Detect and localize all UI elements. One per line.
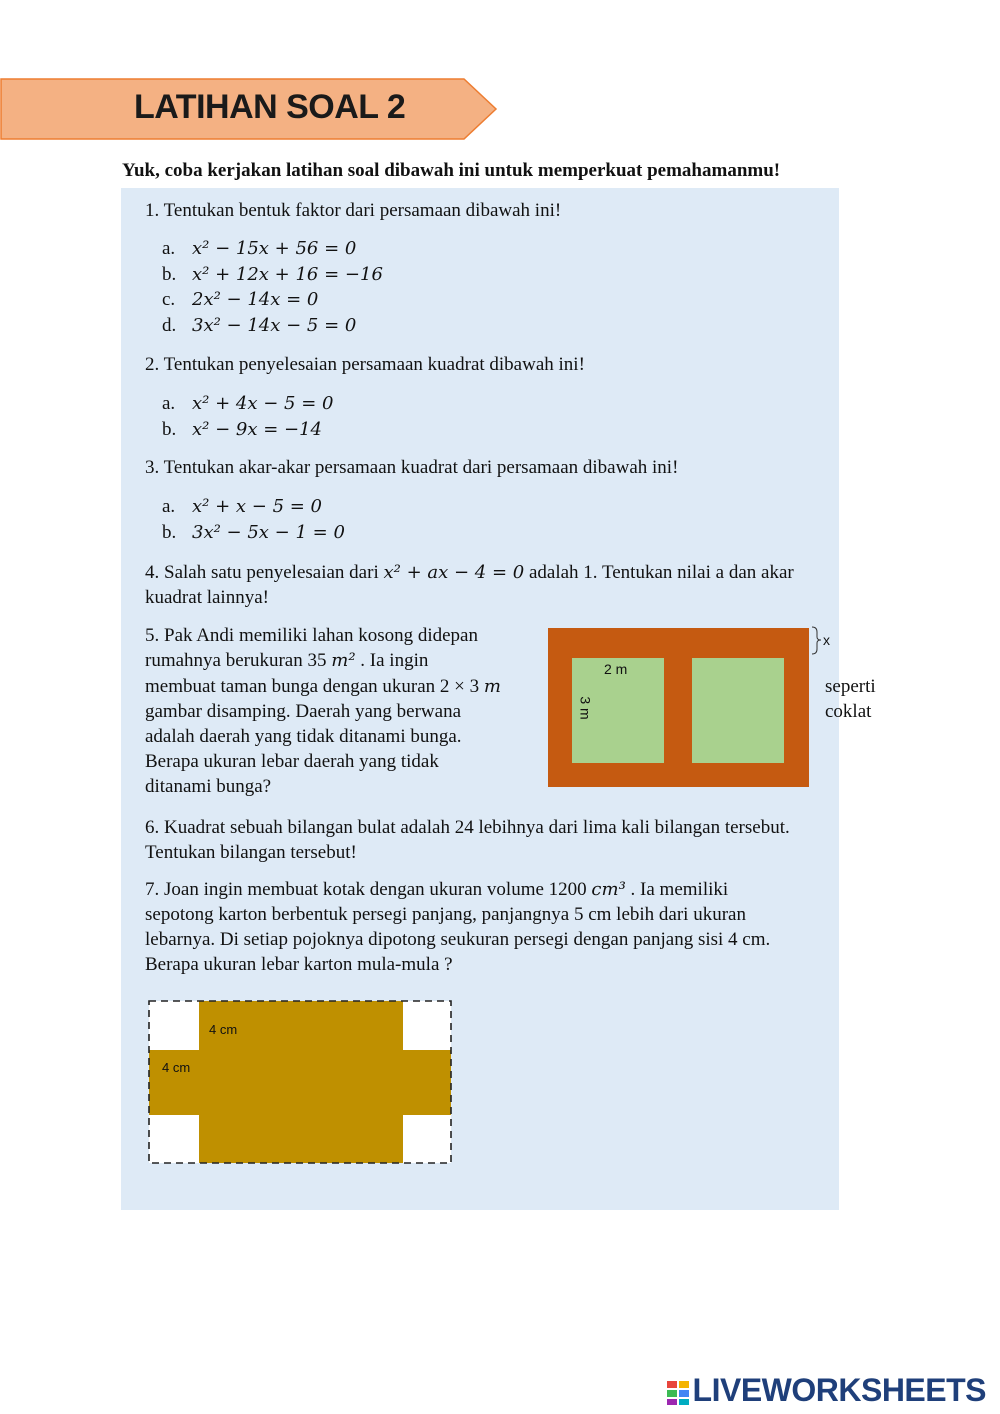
question-6: 6. Kuadrat sebuah bilangan bulat adalah 24 lebihnya dari lima kali bilangan tersebut.: [145, 817, 790, 838]
question-7-line: sepotong karton berbentuk persegi panjang, panjangnya 5 cm lebih dari ukuran: [145, 904, 746, 925]
border-width-label: x: [823, 632, 830, 648]
list-item: a. x² − 15x + 56 = 0: [162, 238, 357, 259]
question-3: 3. Tentukan akar-akar persamaan kuadrat dari persamaan dibawah ini!: [145, 457, 679, 478]
question-5-line: ditanami bunga?: [145, 776, 272, 797]
question-5-line: rumahnya berukuran 35 m² . Ia ingin: [145, 650, 429, 671]
question-6-line-2: Tentukan bilangan tersebut!: [145, 842, 357, 863]
question-4: 4. Salah satu penyelesaian dari x² + ax − 4 = 0 adalah 1. Tentukan nilai a dan akar: [145, 562, 794, 583]
question-1-items: [162, 236, 383, 338]
bed-height-label: 3 m: [577, 696, 594, 720]
question-5: 5. Pak Andi memiliki lahan kosong didepan: [145, 625, 478, 646]
question-4-line-2: kuadrat lainnya!: [145, 587, 269, 608]
bed-width-label: 2 m: [604, 661, 628, 677]
liveworksheets-logo: LIVEWORKSHEETS: [667, 1372, 986, 1409]
list-item: b. 3x² − 5x − 1 = 0: [162, 521, 345, 543]
question-2: 2. Tentukan penyelesaian persamaan kuadrat dibawah ini!: [145, 354, 585, 375]
question-2-items: [162, 391, 333, 442]
carton-figure: [148, 1000, 452, 1164]
cut-side-label: 4 cm: [162, 1060, 191, 1075]
question-5-line: gambar disamping. Daerah yang berwana: [145, 701, 462, 722]
question-7: 7. Joan ingin membuat kotak dengan ukuran volume 1200 cm³ . Ia memiliki: [145, 879, 729, 900]
carton-net-shape: [148, 1000, 452, 1164]
cut-top-label: 4 cm: [209, 1022, 238, 1037]
border-brace-icon: [810, 626, 824, 656]
question-3-items: [162, 494, 345, 545]
list-item: c. 2x² − 14x = 0: [162, 289, 319, 310]
garden-figure: [548, 628, 809, 787]
list-item: a. x² + 4x − 5 = 0: [162, 393, 334, 414]
question-5-right-text: seperti: [825, 676, 876, 697]
question-1: 1. Tentukan bentuk faktor dari persamaan dibawah ini!: [145, 200, 562, 221]
question-5-line: adalah daerah yang tidak ditanami bunga.: [145, 726, 462, 747]
flower-bed-right: [692, 658, 784, 763]
question-7-line: lebarnya. Di setiap pojoknya dipotong seukuran persegi dengan panjang sisi 4 cm.: [145, 929, 771, 950]
list-item: b. x² + 12x + 16 = −16: [162, 263, 383, 285]
list-item: b. x² − 9x = −14: [162, 418, 323, 440]
intro-text: Yuk, coba kerjakan latihan soal dibawah ini untuk memperkuat pemahamanmu!: [122, 160, 781, 181]
question-5-right-text: coklat: [825, 701, 872, 722]
page-title: LATIHAN SOAL 2: [134, 88, 406, 126]
question-5-line: Berapa ukuran lebar daerah yang tidak: [145, 751, 439, 772]
question-7-line: Berapa ukuran lebar karton mula-mula ?: [145, 954, 453, 975]
question-5-line: membuat taman bunga dengan ukuran 2 × 3 m: [145, 676, 501, 697]
list-item: a. x² + x − 5 = 0: [162, 496, 322, 517]
liveworksheets-logo-icon: [667, 1381, 689, 1405]
list-item: d. 3x² − 14x − 5 = 0: [162, 314, 357, 336]
